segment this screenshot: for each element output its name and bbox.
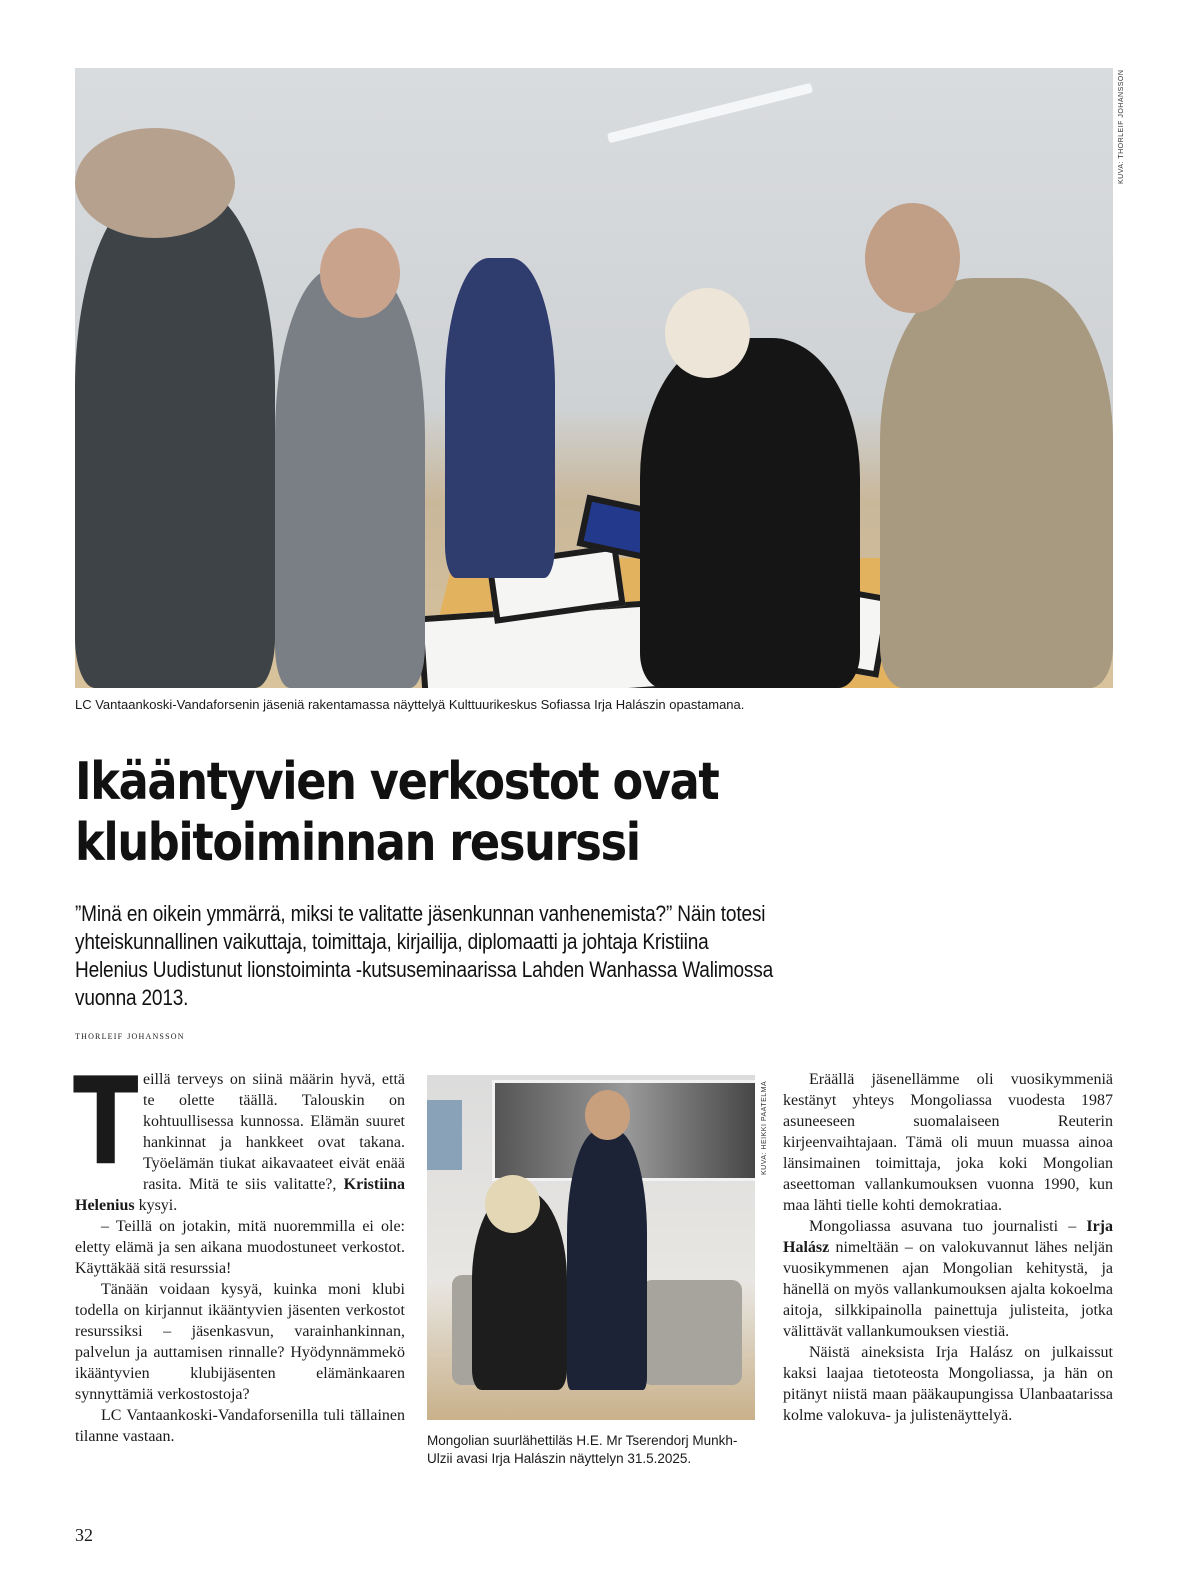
- person-woman-black: [640, 338, 860, 688]
- paragraph-1: [73, 1053, 405, 1216]
- person-left: [75, 188, 275, 688]
- paragraph-5: Eräällä jäsenellämme oli vuosikymmeniä kestänyt yhteys Mongoliassa vuodesta 1987 asuneeseen suomalaiseen Reuterin kirjeenvaihtajaan. Tämä oli muun muassa ainoa länsimainen toimittaja, joka koki Mongolian aseettoman vallankumouksen vuonna 1990, kun maa lähti tielle kohti demokratiaa.: [783, 1071, 1113, 1214]
- paragraph-4: LC Vantaankoski-Vandaforsenilla tuli tällainen tilanne vastaan.: [75, 1407, 405, 1445]
- top-photo: [75, 68, 1113, 688]
- middle-photo: [427, 1075, 755, 1420]
- person-left-head: [75, 128, 235, 238]
- body-column-3: [783, 1069, 1113, 1426]
- page-number: 32: [75, 1525, 93, 1545]
- middle-photo-caption-line-2: Ulzii avasi Irja Halászin näyttelyn 31.5.2025.: [427, 1451, 692, 1466]
- paragraph-6-start: Mongoliassa asuvana tuo journalisti –: [809, 1218, 1087, 1235]
- paragraph-1-end: kysyi.: [134, 1197, 178, 1214]
- person-blue-vest: [445, 258, 555, 578]
- middle-photo-credit: KUVA: HEIKKI PAATELMA: [761, 1080, 768, 1175]
- ambassador-head: [585, 1090, 630, 1140]
- middle-photo-caption: [427, 1432, 767, 1468]
- paragraph-3: Tänään voidaan kysyä, kuinka moni klubi todella on kirjannut ikääntyvien jäsenten verkostot resurssiksi – jäsenkasvun, varainhankinnan, palvelun ja auttamisen rinnalle? Hyödynnämmekö ikääntyvien klubijäsenten elämänkaaren synnyttämiä verkostostoja?: [75, 1281, 405, 1403]
- person-woman-head: [665, 288, 750, 378]
- paragraph-7: Näistä aineksista Irja Halász on julkaissut kaksi laajaa tietoteosta Mongoliassa, ja hän on pitänyt niistä maan pääkaupungissa Ulanbaatarissa kolme valokuva- ja julistenäyttelyä.: [783, 1344, 1113, 1424]
- headline-line-1: Ikääntyvien verkostot ovat: [75, 752, 719, 812]
- top-photo-caption: LC Vantaankoski-Vandaforsenin jäseniä rakentamassa näyttelyä Kulttuurikeskus Sofiassa Irja Halászin opastamana.: [75, 697, 745, 712]
- person-checked-shirt: [275, 268, 425, 688]
- person-name: Irja Halász: [783, 1218, 1113, 1256]
- person-right-head: [865, 203, 960, 313]
- headline-line-2: klubitoiminnan resurssi: [75, 813, 640, 873]
- body-column-1: [73, 1053, 405, 1447]
- middle-photo-caption-line-1: Mongolian suurlähettiläs H.E. Mr Tserendorj Munkh-: [427, 1433, 738, 1448]
- person-head: [320, 228, 400, 318]
- person-name: Kristiina Helenius: [75, 1176, 405, 1214]
- ceiling-light: [607, 83, 813, 144]
- chair-right: [642, 1280, 742, 1385]
- paragraph-1-text: eillä terveys on siinä määrin hyvä, että te olette täällä. Talouskin on kohtuullisessa kunnossa. Elämän suuret hankinnat ja hankkeet ovat takana. Työelämän tiukat aikavaateet eivät enää rasita. Mitä te siis valitatte?,: [143, 1071, 405, 1193]
- paragraph-6-end: nimeltään – on valokuvannut lähes neljän vuosikymmenen ajan Mongolian kehitystä, ja hänellä on myös vallankumouksen ajalta kokoelma aitoja, silkkipainolla painettuja julisteita, jotka välittävät vallankumouksen viestiä.: [783, 1239, 1113, 1340]
- wall-photo-left: [427, 1100, 462, 1170]
- drop-cap: T: [73, 1053, 139, 1192]
- lead-paragraph: ”Minä en oikein ymmärrä, miksi te valitatte jäsenkunnan vanhenemista?” Näin totesi yhteiskunnallinen vaikuttaja, toimittaja, kirjailija, diplomaatti ja johtaja Kristiina Helenius Uudistunut lionstoiminta -kutsuseminaarissa Lahden Wanhassa Walimossa vuonna 2013.: [75, 901, 774, 1010]
- paragraph-6: [783, 1216, 1113, 1342]
- person-right: [880, 278, 1113, 688]
- top-photo-credit: KUVA: THORLEIF JOHANSSON: [1118, 69, 1125, 184]
- byline: thorleif johansson: [75, 1030, 185, 1042]
- seated-woman-head: [485, 1175, 540, 1233]
- ambassador: [567, 1130, 647, 1390]
- headline: [75, 752, 729, 874]
- paragraph-2: – Teillä on jotakin, mitä nuoremmilla ei ole: eletty elämä ja sen aikana muodostuneet verkostot. Käyttäkää sitä resurssia!: [75, 1218, 405, 1277]
